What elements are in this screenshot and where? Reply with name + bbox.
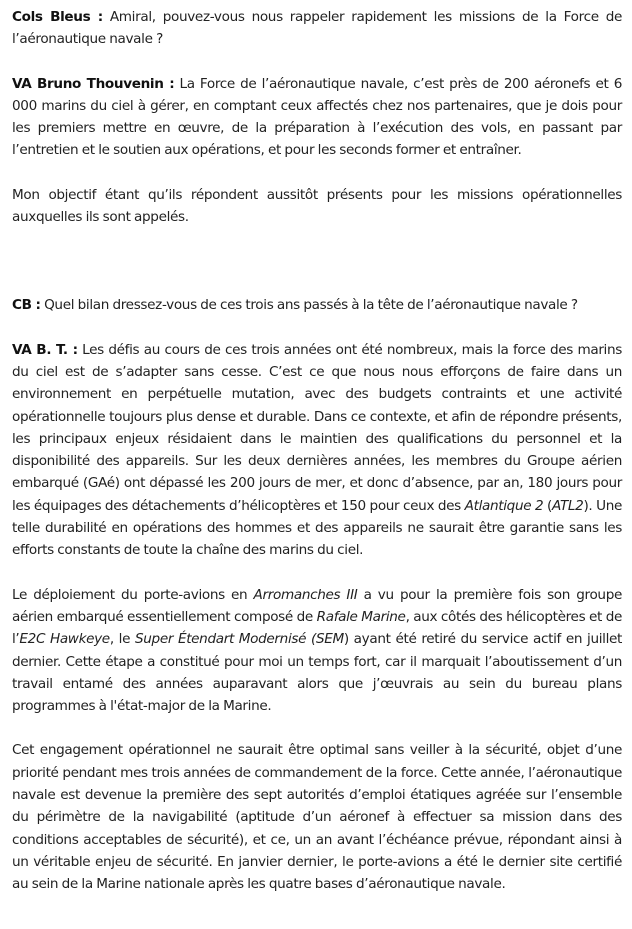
paragraph-deployment <box>12 584 622 718</box>
question-text: Quel bilan dressez-vous de ces trois ans passés à la tête de l’aéronautique navale ? <box>40 297 578 314</box>
answer-text-part: ). Une telle durabilité en opérations des hommes et des appareils ne saurait être garantie sans les efforts constants de toute la chaîne des marins du ciel. <box>12 497 622 559</box>
speaker-label: VA Bruno Thouvenin : <box>12 75 175 92</box>
speaker-label: VA B. T. : <box>12 341 78 358</box>
answer-text-part: Les défis au cours de ces trois années ont été nombreux, mais la force des marins du ciel est de s’adapter sans cesse. C’est ce que nous nous efforçons de faire dans un environnement en perpétuelle mutation, avec des budgets contraints et une activité opérationnelle toujours plus dense et durable. Dans ce contexte, et afin de répondre présents, les principaux enjeux résidaient dans le maintien des qualifications du personnel et la disponibilité des appareils. Sur les deux dernières années, les membres du Groupe aérien embarqué (GAé) ont dépassé les 200 jours de mer, et donc d’absence, par an, 180 jours pour les équipages des détachements d’hélicoptères et 150 pour ceux des <box>12 341 622 514</box>
aircraft-name: Atlantique 2 <box>464 497 544 514</box>
paragraph-text-part: ) ayant été retiré du service actif en juillet dernier. Cette étape a constitué pour moi un temps fort, car il marquait l’aboutissement d’un travail entamé des années auparavant alors que j’œuvrais au sein du bureau plans programmes à l'état-major de la Marine. <box>12 631 622 715</box>
paragraph-text: Cet engagement opérationnel ne saurait être optimal sans veiller à la sécurité, objet d’une priorité pendant mes trois années de commandement de la force. Cette année, l’aéronautique navale est devenue la première des sept autorités d’emploi étatiques agréée sur l’ensemble du périmètre de la navigabilité (aptitude d’un aéronef à effectuer sa mission dans des conditions acceptables de sécurité), et ce, un an avant l’échéance prévue, répondant ainsi à un véritable enjeu de sécurité. En janvier dernier, le porte-avions a été le dernier site certifié au sein de la Marine nationale après les quatre bases d’aéronautique navale. <box>12 742 622 893</box>
answer-missions <box>12 73 622 162</box>
paragraph-text: Mon objectif étant qu’ils répondent aussitôt présents pour les missions opérationnelles auxquelles ils sont appelés. <box>12 186 622 226</box>
paragraph-security <box>12 739 622 895</box>
paragraph-text-part: , aux côtés des hélicoptères et de l’ <box>12 608 622 648</box>
answer-bilan <box>12 339 622 562</box>
aircraft-name: Rafale Marine <box>316 608 406 625</box>
paragraph-text-part: Le déploiement du porte-avions en <box>12 586 254 603</box>
answer-text: La Force de l’aéronautique navale, c’est près de 200 aéronefs et 6 000 marins du ciel à gérer, en comptant ceux affectés chez nos partenaires, que je dois pour les premiers mettre en œuvre, de la préparation à l’exécution des vols, en passant par l’entretien et le soutien aux opérations, et pour les seconds former et entraîner. <box>12 75 622 159</box>
question-bilan <box>12 294 622 316</box>
speaker-label: Cols Bleus : <box>12 9 103 25</box>
aircraft-name: E2C Hawkeye <box>19 631 110 648</box>
mission-name: Arromanches III <box>253 586 358 603</box>
answer-text-part: ( <box>543 497 552 514</box>
answer-objective <box>12 184 622 229</box>
question-text: Amiral, pouvez-vous nous rappeler rapidement les missions de la Force de l’aéronautique navale ? <box>12 9 623 48</box>
paragraph-text-part: , le <box>109 631 135 648</box>
section-spacer <box>12 250 622 294</box>
aircraft-abbrev: ATL2 <box>552 497 584 514</box>
aircraft-name: Super Étendart Modernisé (SEM <box>135 631 344 648</box>
speaker-label: CB : <box>12 297 41 314</box>
paragraph-text-part: a vu pour la première fois son groupe aérien embarqué essentiellement composé de <box>12 586 622 625</box>
question-missions <box>12 6 622 51</box>
